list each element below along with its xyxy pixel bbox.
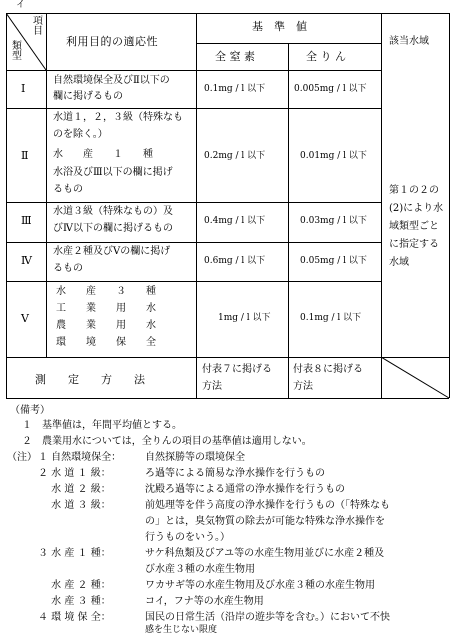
note-text: び水産３種の水産生物用 [145,564,255,575]
note-text: 国民の日常生活（沿岸の遊歩等を含む。）において不快 [145,612,390,623]
method-area-diagonal [381,357,450,399]
row-purpose-line: びⅣ以下の欄に掲げるもの [53,223,173,234]
row-tn-value: 0.2mg / l 以下 [204,151,266,161]
page-mark: イ [16,0,26,10]
row-tp-value: 0.03mg / l 以下 [300,216,367,226]
note-text: の」とは，臭気物質の除去が可能な特殊な浄水操作を [145,516,385,527]
method-label: 測 定 方 法 [35,373,145,386]
area-text-line: (2)により水 [389,203,444,214]
header-area: 該当水域 [389,36,429,47]
row-purpose-line: 水 産 １ 種 [53,149,153,160]
row-type: Ⅲ [21,214,32,227]
row-purpose-line: 水 産 ３ 種 [56,286,156,297]
note-text: 前処理等を伴う高度の浄水操作を行うもの（「特殊なも [145,500,390,511]
note-label: 水 産 ２ 種： [38,580,111,591]
method-tp-line: 方法 [293,381,313,392]
row-purpose-line: 欄に掲げるもの [53,91,123,102]
remarks-title: （備考） [10,405,50,416]
header-standard: 基 準 値 [252,20,307,33]
row-purpose-line: 水浴及びⅢ以下の欄に掲げ [53,167,173,178]
note-text: 行うものをいう。） [145,532,230,543]
note-text: 感を生じない限度 [145,625,218,635]
row-purpose-line: 環 境 保 全 [56,337,156,348]
note-label: 水 産 ３ 種： [38,596,111,607]
area-text-line: 域類型ごと [389,221,439,232]
note-label: ２ 水 道 １ 級： [38,468,111,479]
note-text: ワカサギ等の水産生物用及び水産３種の水産生物用 [145,580,375,591]
note-text: サケ科魚類及びアユ等の水産生物用並びに水産２種及 [145,548,385,559]
area-text-line: に指定する [389,239,439,250]
area-text-line: 水域 [389,257,409,268]
row-tp-value: 0.005mg / l 以下 [294,84,367,94]
note-text: ろ過等による簡易な浄水操作を行うもの [145,468,325,479]
notes-label: （注） [7,452,37,463]
row-tn-value: 1mg / l 以下 [218,313,271,323]
header-total-phosphorus: 全 り ん [306,50,346,63]
note-label: ３ 水 産 １ 種： [38,548,111,559]
note-label: 水 道 ３ 級： [38,500,111,511]
note-text: 自然探勝等の環境保全 [145,452,245,463]
note-label: 水 道 ２ 級： [38,484,111,495]
row-type: Ⅱ [21,149,29,162]
row-purpose-line: 水道３級（特殊なもの）及 [53,206,173,217]
area-text-line: 第１の２の [389,185,439,196]
remark-line: １ 基準値は，年間平均値とする。 [22,420,182,431]
header-type-label: 類型 [9,40,21,60]
remark-line: ２ 農業用水については，全りんの項目の基準値は適用しない。 [22,436,312,447]
row-purpose-line: 水道１，２，３級（特殊なも [53,112,183,123]
note-text: 沈殿ろ過等による通常の浄水操作を行うもの [145,484,345,495]
method-tn-line: 付表７に掲げる [202,364,272,375]
note-text: コイ，フナ等の水産生物用 [145,596,264,607]
row-purpose-line: 自然環境保全及びⅡ以下の [53,75,170,86]
method-tp-line: 付表８に掲げる [293,364,363,375]
header-purpose: 利用目的の適応性 [66,35,158,48]
row-tp-value: 0.01mg / l 以下 [300,151,367,161]
row-purpose-line: 工 業 用 水 [56,303,156,314]
header-item-label: 項目 [30,15,42,35]
note-label: ４ 環 境 保 全： [38,612,111,623]
row-tn-value: 0.6mg / l 以下 [204,256,266,266]
row-purpose-line: 農 業 用 水 [56,320,156,331]
row-purpose-line: るもの [53,263,83,274]
row-tp-value: 0.05mg / l 以下 [300,256,367,266]
method-tn-line: 方法 [202,381,222,392]
row-type: Ⅰ [21,82,26,95]
row-tn-value: 0.4mg / l 以下 [204,216,266,226]
row-tn-value: 0.1mg / l 以下 [204,84,266,94]
row-purpose-line: のを除く。） [53,129,108,140]
row-type: Ⅳ [21,254,32,267]
note-label: １ 自然環境保全： [38,452,122,463]
header-total-nitrogen: 全 窒 素 [215,50,255,63]
row-tp-value: 0.1mg / l 以下 [300,313,362,323]
row-purpose-line: るもの [53,184,83,195]
row-purpose-line: 水産２種及びⅤの欄に掲げ [53,246,171,257]
row-type: Ⅴ [21,312,29,325]
